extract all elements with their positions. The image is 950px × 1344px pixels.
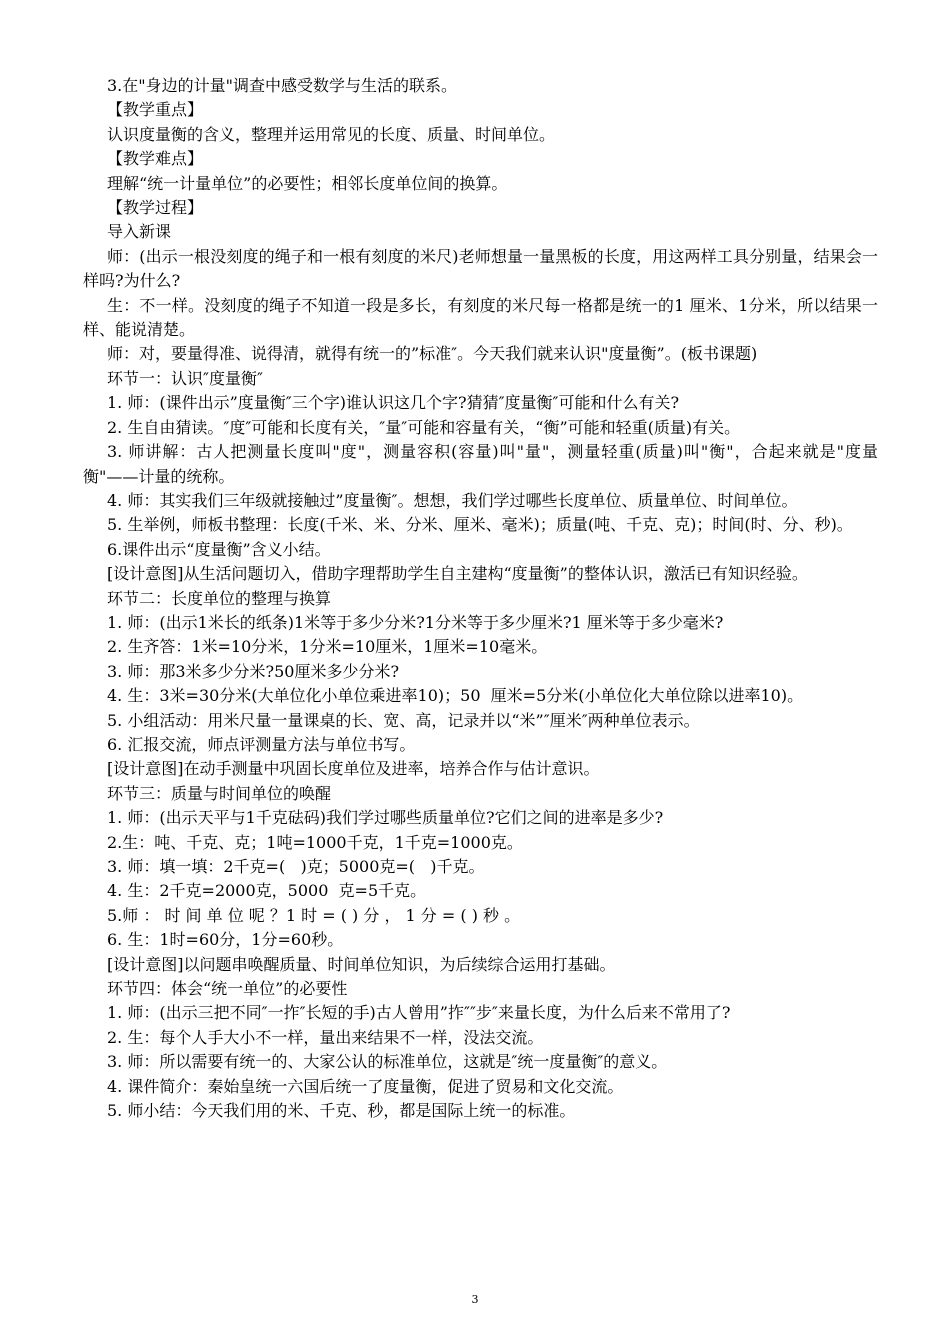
text-paragraph: [设计意图]以问题串唤醒质量、时间单位知识，为后续综合运用打基础。 (107, 954, 616, 974)
text-paragraph: 2.生：吨、千克、克；1吨=1000千克，1千克=1000克。 (107, 832, 523, 852)
text-paragraph: 认识度量衡的含义，整理并运用常见的长度、质量、时间单位。 (107, 124, 556, 144)
text-paragraph: 师：对，要量得准、说得清，就得有统一的”标准″。今天我们就来认识"度量衡”。(板书课题) (107, 344, 758, 364)
text-paragraph: 1. 师：(出示1米长的纸条)1米等于多少分米?1分米等于多少厘米?1 厘米等于多少毫米? (107, 612, 724, 632)
text-paragraph: 6. 生：1时=60分，1分=60秒。 (107, 930, 344, 950)
text-paragraph: 【教学难点】 (107, 149, 204, 169)
text-paragraph: 师：(出示一根没刻度的绳子和一根有刻度的米尺)老师想量一量黑板的长度，用这两样工具分别量，结果会一样吗?为什么? (83, 246, 878, 291)
text-paragraph: 4. 课件简介：秦始皇统一六国后统一了度量衡，促进了贸易和文化交流。 (107, 1076, 624, 1096)
text-paragraph: 4. 生：3米=30分米(大单位化小单位乘进率10)；50 厘米=5分米(小单位化大单位除以进率10)。 (107, 686, 804, 706)
text-paragraph: 2. 生自由猜读。″度″可能和长度有关，″量″可能和容量有关，“衡”可能和轻重(质量)有关。 (107, 417, 741, 437)
text-paragraph: 3.在"身边的计量"调查中感受数学与生活的联系。 (107, 76, 457, 95)
text-paragraph: 1. 师：(出示三把不同″一拃″长短的手)古人曾用”拃″″步″来量长度，为什么后来不常用了? (107, 1003, 731, 1023)
text-paragraph: 【教学重点】 (107, 100, 204, 120)
text-paragraph: 5.师 ： 时 间 单 位 呢 ？1 时 = ( ) 分 ， 1 分 = ( ) 秒 。 (107, 905, 521, 925)
text-paragraph: 4. 生：2千克=2000克，5000 克=5千克。 (107, 881, 427, 901)
text-paragraph: 6. 汇报交流，师点评测量方法与单位书写。 (107, 734, 416, 754)
text-paragraph: 【教学过程】 (107, 198, 204, 218)
text-paragraph: 环节三：质量与时间单位的唤醒 (107, 783, 332, 803)
text-paragraph: 理解“统一计量单位”的必要性；相邻长度单位间的换算。 (107, 173, 508, 193)
text-paragraph: 3. 师讲解：古人把测量长度叫"度"，测量容积(容量)叫"量"，测量轻重(质量)叫"衡"，合起来就是"度量衡"——计量的统称。 (83, 442, 878, 486)
text-paragraph: 3. 师：那3米多少分米?50厘米多少分米? (107, 661, 400, 681)
text-paragraph: 2. 生齐答：1米=10分米，1分米=10厘米，1厘米=10毫米。 (107, 637, 548, 657)
text-paragraph: 导入新课 (107, 222, 172, 242)
text-paragraph: 环节二：长度单位的整理与换算 (107, 588, 332, 608)
text-paragraph: [设计意图]在动手测量中巩固长度单位及进率，培养合作与估计意识。 (107, 759, 600, 779)
document-body (83, 74, 878, 1123)
page-number: 3 (471, 1293, 479, 1306)
text-paragraph: 2. 生：每个人手大小不一样，量出来结果不一样，没法交流。 (107, 1027, 544, 1047)
text-paragraph: 1. 师：(出示天平与1千克砝码)我们学过哪些质量单位?它们之间的进率是多少? (107, 808, 664, 828)
text-paragraph: 环节一：认识″度量衡″ (107, 368, 263, 388)
text-paragraph: 5. 生举例，师板书整理：长度(千米、米、分米、厘米、毫米)；质量(吨、千克、克)；时间(时、分、秒)。 (107, 515, 853, 535)
text-paragraph: 环节四：体会“统一单位”的必要性 (107, 979, 348, 999)
text-paragraph: 5. 小组活动：用米尺量一量课桌的长、宽、高，记录并以“米”″厘米″两种单位表示。 (107, 710, 700, 730)
text-paragraph: 3. 师：所以需要有统一的、大家公认的标准单位，这就是″统一度量衡″的意义。 (107, 1052, 668, 1072)
text-paragraph: [设计意图]从生活问题切入，借助字理帮助学生自主建构“度量衡”的整体认识，激活已有知识经验。 (107, 564, 808, 584)
text-paragraph: 1. 师：(课件出示”度量衡″三个字)谁认识这几个字?猜猜″度量衡″可能和什么有关? (107, 393, 680, 413)
text-paragraph: 6.课件出示“度量衡”含义小结。 (107, 539, 331, 559)
text-paragraph: 4. 师：其实我们三年级就接触过”度量衡″。想想，我们学过哪些长度单位、质量单位、时间单位。 (107, 490, 798, 510)
text-paragraph: 生：不一样。没刻度的绳子不知道一段是多长，有刻度的米尺每一格都是统一的1 厘米、1分米，所以结果一样、能说清楚。 (83, 295, 878, 340)
text-paragraph: 5. 师小结：今天我们用的米、千克、秒，都是国际上统一的标准。 (107, 1101, 576, 1121)
text-paragraph: 3. 师：填一填：2千克=( )克；5000克=( )千克。 (107, 857, 485, 876)
